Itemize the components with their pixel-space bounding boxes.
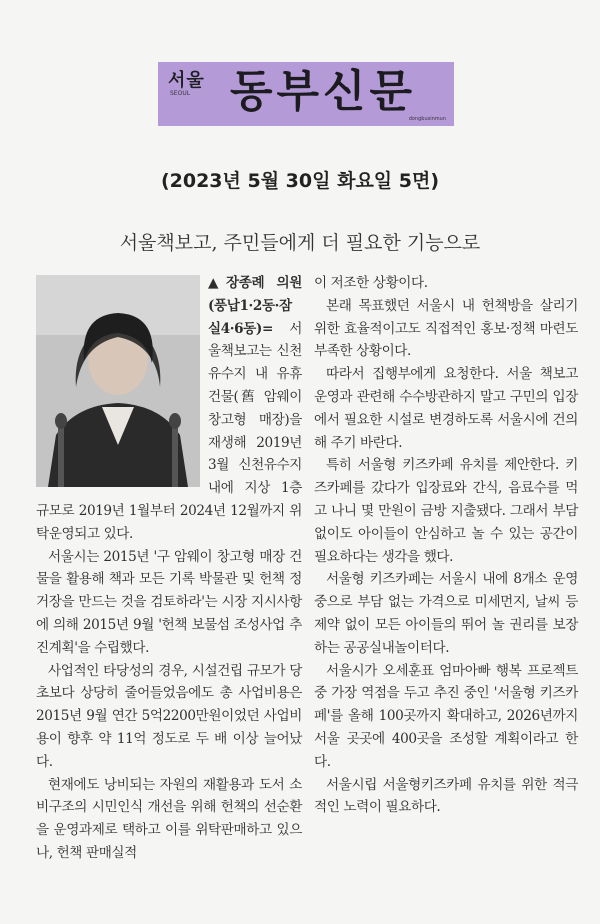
paragraph: 서울시가 오세훈표 엄마아빠 행복 프로젝트 중 가장 역점을 두고 추진 중인 '서울형 키즈카페'를 올해 100곳까지 확대하고, 2026년까지 서울 곳곳에 400곳을 조성할 계획이라고 한다. [314, 662, 578, 770]
paragraph: 본래 목표했던 서울시 내 헌책방을 살리기 위한 효율적이고도 직접적인 홍보·정책 마련도 부족한 상황이다. [314, 297, 578, 360]
paragraph: 특히 서울형 키즈카페 유치를 제안한다. 키즈카페를 갔다가 입장료와 간식, 음료수를 먹고 나니 몇 만원이 금방 지출됐다. 그래서 부담 없이도 아이들이 안심하고 놀 수 있는 공간이 필요하다는 생각을 했다. [314, 457, 578, 565]
paragraph: 이 저조한 상황이다. [314, 275, 428, 291]
paragraph: 현재에도 낭비되는 자원의 재활용과 도서 소비구조의 시민인식 개선을 위해 헌책의 선순환을 운영과제로 택하고 이를 위탁판매하고 있으나, 헌책 판매실적 [36, 776, 302, 861]
publication-dateline: (2023년 5월 30일 화요일 5면) [160, 170, 440, 192]
masthead-title: 동부신문 [230, 66, 417, 117]
paragraph: 서울형 키즈카페는 서울시 내에 8개소 운영 중으로 부담 없는 가격으로 미세먼지, 날씨 등 제약 없이 모든 아이들의 뛰어 놀 권리를 보장하는 공공실내놀이터다. [314, 571, 578, 656]
newspaper-masthead [158, 62, 454, 126]
article-column-left [36, 272, 302, 865]
speaker-label: ▲장종례 의원 (풍납1·2동·잠실4·6동)= [208, 275, 302, 337]
paragraph: 서울시립 서울형키즈카페 유치를 위한 적극적인 노력이 필요하다. [314, 776, 578, 816]
masthead-city-en: SEOUL [170, 90, 191, 97]
article-headline: 서울책보고, 주민들에게 더 필요한 기능으로 [119, 232, 481, 254]
masthead-subtitle: dongbusinmun [408, 116, 446, 122]
paragraph-text: 서울책보고는 신천유수지 내 유휴건물(舊 암웨이 창고형 매장)을 재생해 2019년 3월 신천유수지 내에 지상 1층 규모로 2019년 1월부터 2024년 12월까지 위탁운영되고 있다. [36, 320, 302, 542]
paragraph: 따라서 집행부에게 요청한다. 서울 책보고 운영과 관련해 수수방관하지 말고 구민의 입장에서 필요한 시설로 변경하도록 서울시에 건의해 주기 바란다. [314, 366, 578, 451]
article-column-right [314, 272, 578, 819]
photo-spacer [36, 272, 208, 484]
masthead-city: 서울 [168, 70, 205, 91]
paragraph: 사업적인 타당성의 경우, 시설건립 규모가 당초보다 상당히 줄어들었음에도 총 사업비용은 2015년 9월 연간 5억2200만원이었던 사업비용이 향후 약 11억 정도로 두 배 이상 늘어났다. [36, 662, 302, 770]
paragraph: 서울시는 2015년 '구 암웨이 창고형 매장 건물을 활용해 책과 모든 기록 박물관 및 헌책 정거장을 만드는 것을 검토하라'는 시장 지시사항에 의해 2015년 9월 '헌책 보물섬 조성사업 추진계획'을 수립했다. [36, 548, 302, 656]
